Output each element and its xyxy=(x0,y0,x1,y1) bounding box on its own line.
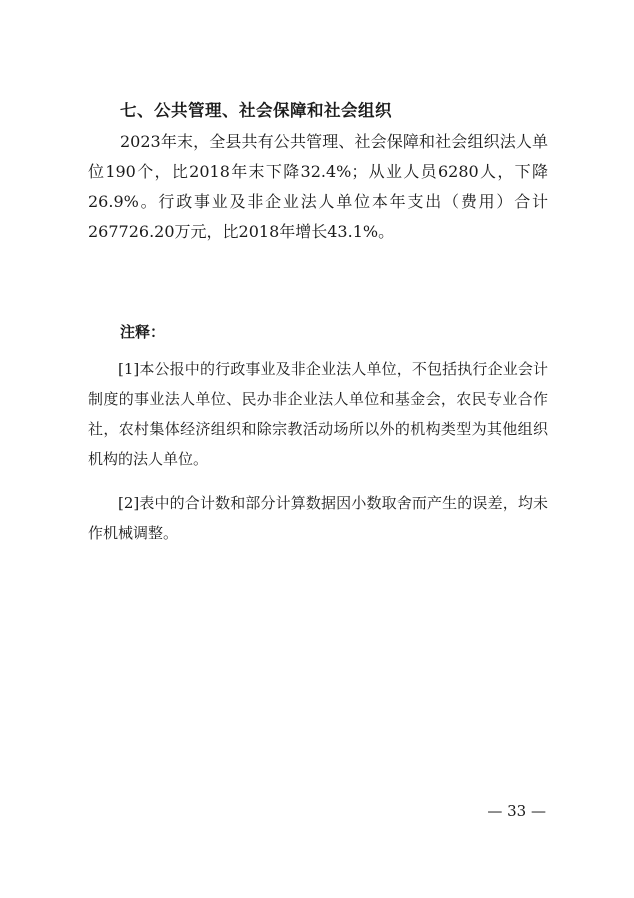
section-paragraph: 2023年末，全县共有公共管理、社会保障和社会组织法人单位190个，比2018年末下降32.4%；从业人员6280人，下降26.9%。行政事业及非企业法人单位本年支出（费用）合计267726.20万元，比2018年增长43.1%。 xyxy=(88,132,548,241)
page-number: — 33 — xyxy=(487,802,546,820)
note-item-1: [1]本公报中的行政事业及非企业法人单位，不包括执行企业会计制度的事业法人单位、民办非企业法人单位和基金会，农民专业合作社，农村集体经济组织和除宗教活动场所以外的机构类型为其他组织机构的法人单位。 xyxy=(88,360,548,468)
note-item-2: [2]表中的合计数和部分计算数据因小数取舍而产生的误差，均未作机械调整。 xyxy=(88,494,548,542)
section-heading: 七、公共管理、社会保障和社会组织 xyxy=(120,101,392,120)
notes-title: 注释： xyxy=(120,323,166,341)
